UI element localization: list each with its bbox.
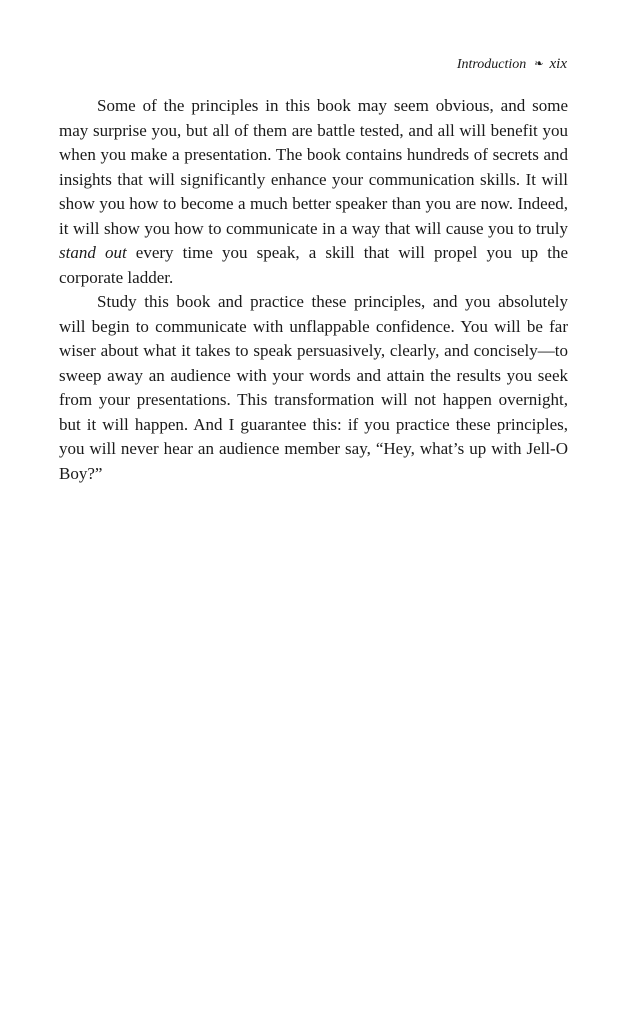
body-text [59, 94, 568, 486]
paragraph-2: Study this book and practice these principles, and you absolutely will begin to communicate with unflappable confidence. You will be far wiser about what it takes to speak persuasively, clearly, and concisely—to sweep away an audience with your words and attain the results you seek from your presentations. This transformation will not happen overnight, but it will happen. And I guarantee this: if you practice these principles, you will never hear an audience member say, “Hey, what’s up with Jell-O Boy?” [59, 292, 568, 483]
paragraph-1-text-start: Some of the principles in this book may seem obvious, and some may surprise you, but all of them are battle tested, and all will benefit you when you make a presentation. The book contains hundreds of secrets and insights that will significantly enhance your communication skills. It will show you how to become a much better speaker than you are now. Indeed, it will show you how to communicate in a way that will cause you to truly [59, 96, 568, 238]
paragraph-1-emphasis: stand out [59, 243, 127, 262]
paragraph-1 [59, 94, 568, 290]
fleuron-ornament-icon: ❧ [534, 58, 544, 70]
page-number: xix [549, 56, 567, 72]
running-head-section-title: Introduction [456, 57, 527, 72]
running-head [457, 54, 567, 75]
paragraph-1-text-end: every time you speak, a skill that will propel you up the corporate ladder. [59, 243, 569, 287]
